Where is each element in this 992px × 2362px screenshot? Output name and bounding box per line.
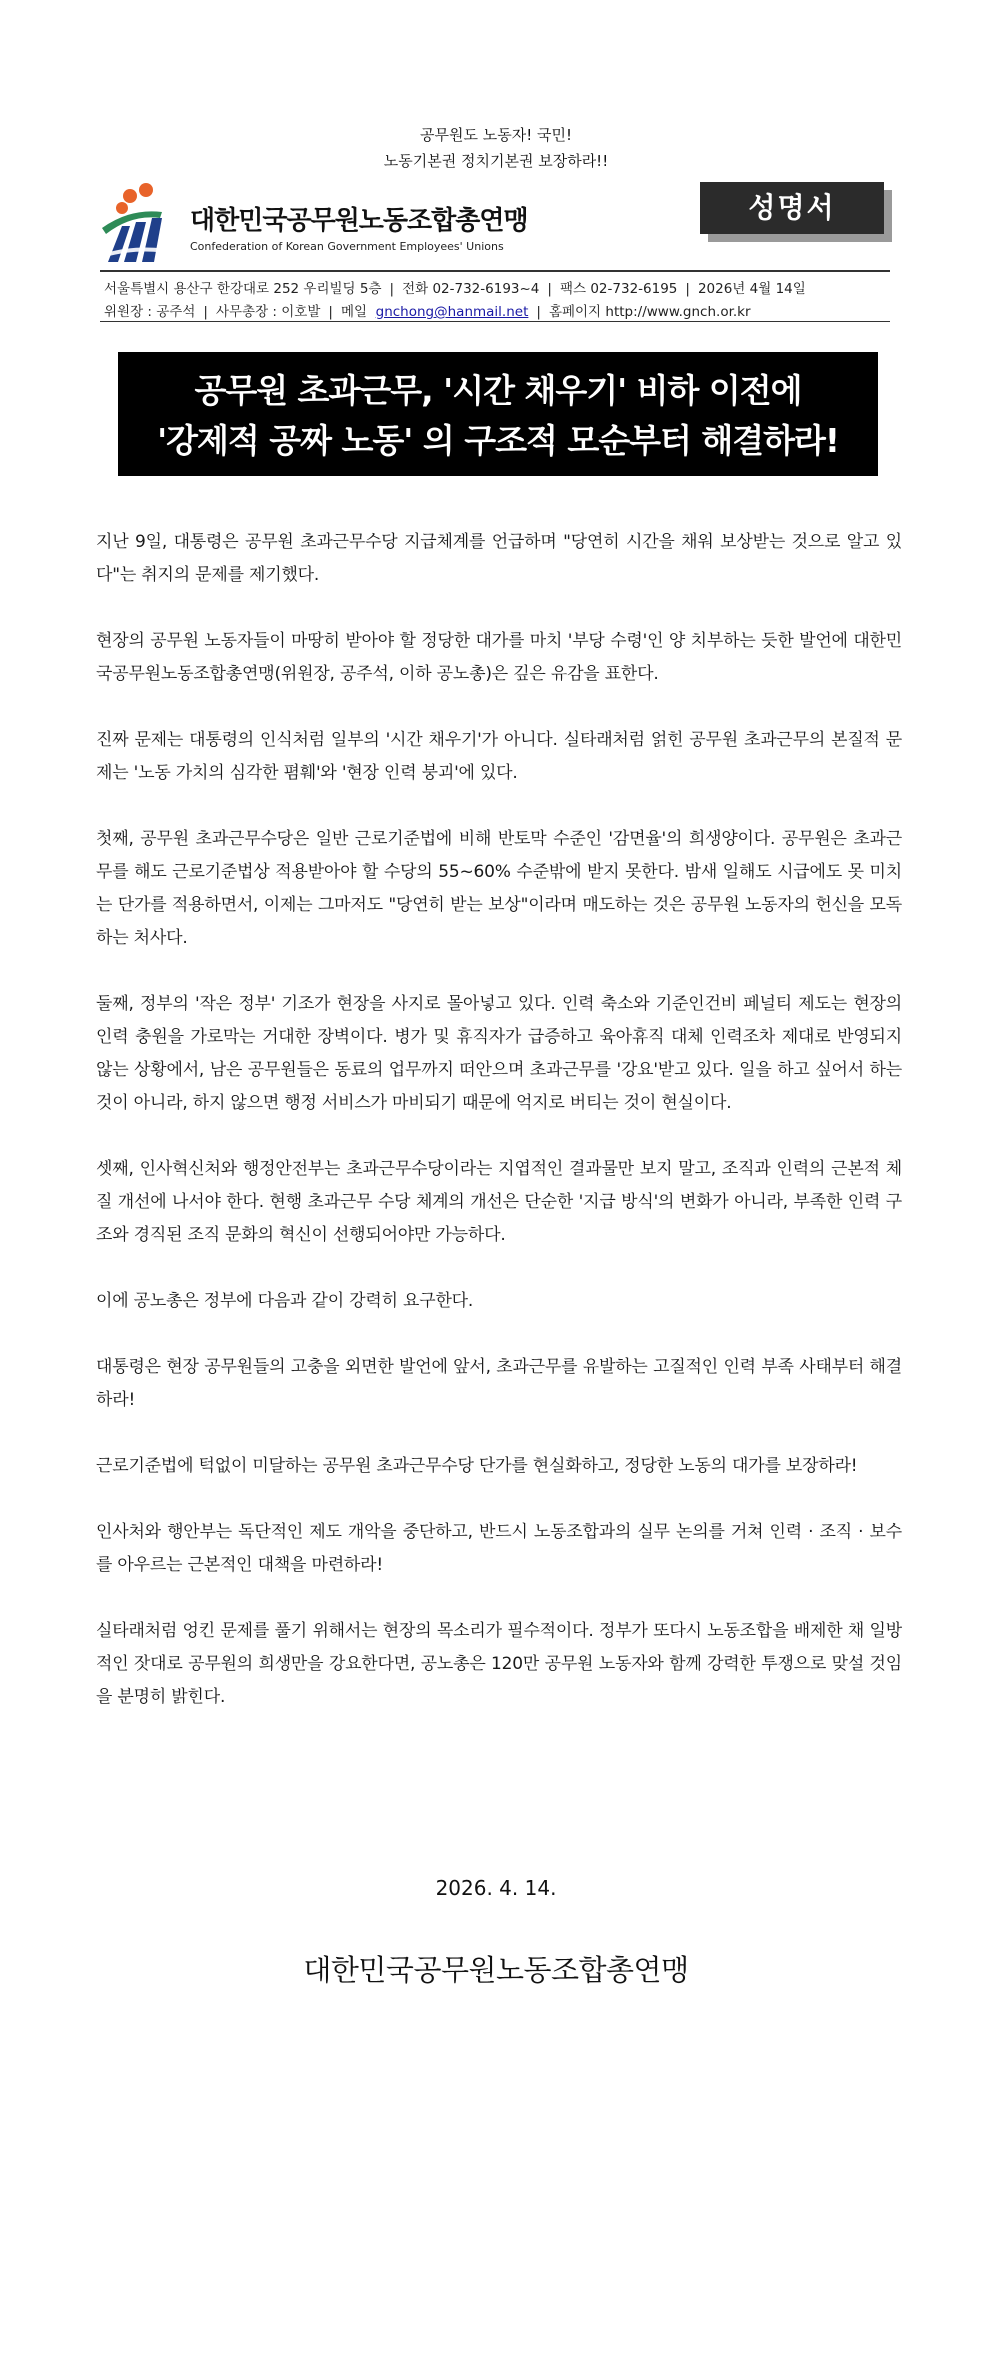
- mail-label: 메일: [340, 304, 368, 320]
- paragraph: 이에 공노총은 정부에 다음과 같이 강력히 요구한다.: [96, 1291, 474, 1311]
- contact-info-line-2: 위원장 : 공주석 | 사무총장 : 이호발 | 메일 gnchong@hanmail.net | 홈페이지 http://www.gnch.or.kr: [104, 304, 751, 320]
- header-divider-top: [100, 270, 890, 272]
- paragraph: 인사처와 행안부는 독단적인 제도 개악을 중단하고, 반드시 노동조합과의 실무 논의를 거쳐 인력 · 조직 · 보수를 아우르는 근본적인 대책을 마련하라!: [96, 1522, 902, 1575]
- paragraph: 진짜 문제는 대통령의 인식처럼 일부의 '시간 채우기'가 아니다. 실타래처럼 얽힌 공무원 초과근무의 본질적 문제는 '노동 가치의 심각한 폄훼'와 '현장 인력 붕괴'에 있다.: [96, 730, 902, 783]
- paragraph: 셋째, 인사혁신처와 행정안전부는 초과근무수당이라는 지엽적인 결과물만 보지 말고, 조직과 인력의 근본적 체질 개선에 나서야 한다. 현행 초과근무 수당 체계의 개선은 단순한 '지급 방식'의 변화가 아니라, 부족한 인력 구조와 경직된 조직 문화의 혁신이 선행되어야만 가능하다.: [96, 1159, 902, 1245]
- headline-line-1: 공무원 초과근무, '시간 채우기' 비하 이전에: [194, 371, 802, 410]
- union-logo-icon: [100, 182, 186, 264]
- paragraph: 현장의 공무원 노동자들이 마땅히 받아야 할 정당한 대가를 마치 '부당 수령'인 양 치부하는 듯한 발언에 대한민국공무원노동조합총연맹(위원장, 공주석, 이하 공노총)은 깊은 유감을 표한다.: [96, 631, 902, 684]
- statement-body: [96, 526, 902, 1747]
- fax: 팩스 02-732-6195: [559, 281, 678, 297]
- statement-badge: 성명서: [700, 182, 884, 234]
- paragraph: 지난 9일, 대통령은 공무원 초과근무수당 지급체계를 언급하며 "당연히 시간을 채워 보상받는 것으로 알고 있다"는 취지의 문제를 제기했다.: [96, 532, 902, 585]
- email-link[interactable]: gnchong@hanmail.net: [375, 304, 529, 320]
- headline-banner: [118, 352, 878, 476]
- paragraph: 실타래처럼 엉킨 문제를 풀기 위해서는 현장의 목소리가 필수적이다. 정부가 또다시 노동조합을 배제한 채 일방적인 잣대로 공무원의 희생만을 강요한다면, 공노총은 120만 공무원 노동자와 함께 강력한 투쟁으로 맞설 것임을 분명히 밝힌다.: [96, 1621, 902, 1707]
- footer-date: 2026. 4. 14.: [435, 1876, 557, 1900]
- org-name-korean: 대한민국공무원노동조합총연맹: [190, 206, 528, 236]
- paragraph: 대통령은 현장 공무원들의 고충을 외면한 발언에 앞서, 초과근무를 유발하는 고질적인 인력 부족 사태부터 해결하라!: [96, 1357, 902, 1410]
- paragraph: 첫째, 공무원 초과근무수당은 일반 근로기준법에 비해 반토막 수준인 '감면율'의 희생양이다. 공무원은 초과근무를 해도 근로기준법상 적용받아야 할 수당의 55~60% 수준밖에 받지 못한다. 밤새 일해도 시급에도 못 미치는 단가를 적용하면서, 이제는 그마저도 "당연히 받는 보상"이라며 매도하는 것은 공무원 노동자의 헌신을 모독하는 처사다.: [96, 829, 902, 948]
- footer-signature: 대한민국공무원노동조합총연맹: [303, 1953, 689, 1987]
- issue-date: 2026년 4월 14일: [697, 281, 806, 297]
- headline-line-2: '강제적 공짜 노동' 의 구조적 모순부터 해결하라!: [157, 421, 839, 460]
- secretary-name: 사무총장 : 이호발: [215, 304, 321, 320]
- slogan-line-2: 노동기본권 정치기본권 보장하라!!: [383, 152, 609, 170]
- homepage[interactable]: 홈페이지 http://www.gnch.or.kr: [548, 304, 751, 320]
- org-name-english: Confederation of Korean Government Employees' Unions: [190, 240, 504, 253]
- address: 서울특별시 용산구 한강대로 252 우리빌딩 5층: [104, 281, 382, 297]
- slogan-line-1: 공무원도 노동자! 국민!: [420, 126, 572, 144]
- phone: 전화 02-732-6193~4: [402, 281, 540, 297]
- paragraph: 근로기준법에 턱없이 미달하는 공무원 초과근무수당 단가를 현실화하고, 정당한 노동의 대가를 보장하라!: [96, 1456, 858, 1476]
- chair-name: 위원장 : 공주석: [104, 304, 196, 320]
- paragraph: 둘째, 정부의 '작은 정부' 기조가 현장을 사지로 몰아넣고 있다. 인력 축소와 기준인건비 페널티 제도는 현장의 인력 충원을 가로막는 거대한 장벽이다. 병가 및 휴직자가 급증하고 육아휴직 대체 인력조차 제대로 반영되지 않는 상황에서, 남은 공무원들은 동료의 업무까지 떠안으며 초과근무를 '강요'받고 있다. 일을 하고 싶어서 하는 것이 아니라, 하지 않으면 행정 서비스가 마비되기 때문에 억지로 버티는 것이 현실이다.: [96, 994, 902, 1113]
- contact-info-line-1: 서울특별시 용산구 한강대로 252 우리빌딩 5층 | 전화 02-732-6193~4 | 팩스 02-732-6195 | 2026년 4월 14일: [104, 281, 806, 297]
- header-divider-bottom: [100, 321, 890, 322]
